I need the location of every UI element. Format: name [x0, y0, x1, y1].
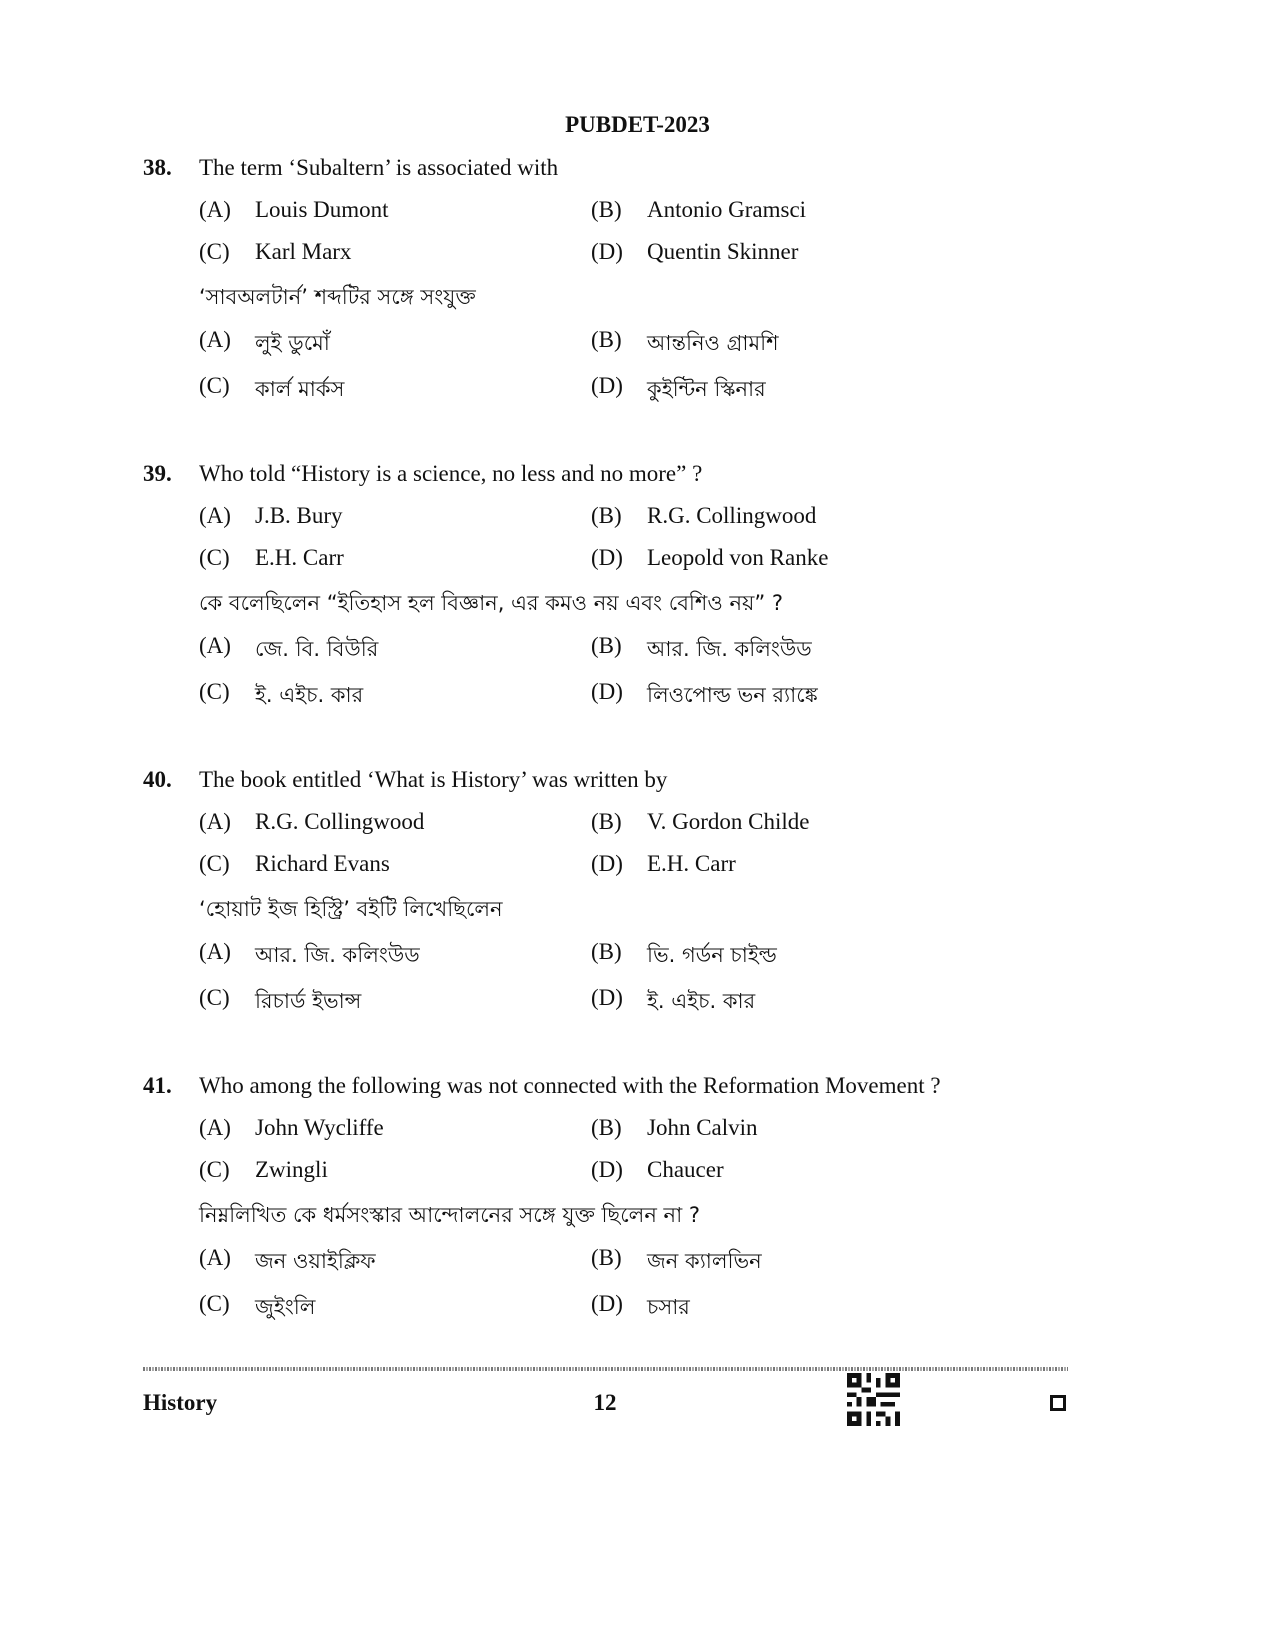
option-label: (B) — [591, 1245, 622, 1270]
options-row-bengali — [199, 633, 1143, 679]
option-label: (B) — [591, 633, 622, 658]
option-a-bengali — [199, 633, 591, 668]
page-header: PUBDET-2023 — [565, 112, 710, 137]
option-label: (D) — [591, 545, 623, 570]
option-value: J.B. Bury — [255, 503, 343, 528]
option-label: (B) — [591, 197, 622, 222]
option-value: Antonio Gramsci — [647, 197, 807, 222]
option-d-bengali — [591, 373, 983, 408]
option-label: (C) — [199, 373, 230, 398]
qr-code-icon — [846, 1373, 901, 1426]
option-label: (D) — [591, 239, 623, 264]
option-label: (D) — [591, 985, 623, 1010]
question-number: 39. — [143, 461, 172, 486]
options-row-bengali — [199, 1291, 1143, 1337]
option-d-bengali — [591, 679, 983, 714]
option-d-bengali — [591, 1291, 983, 1326]
question-text: Who among the following was not connected with the Reformation Movement ? — [199, 1073, 941, 1098]
option-b — [591, 503, 983, 529]
option-b-bengali — [591, 633, 983, 668]
option-value: আর. জি. কলিংউড — [647, 637, 812, 661]
option-d — [591, 851, 983, 877]
question-text: The term ‘Subaltern’ is associated with — [199, 155, 559, 180]
option-label: (D) — [591, 1291, 623, 1316]
option-c-bengali — [199, 1291, 591, 1326]
option-a-bengali — [199, 1245, 591, 1280]
option-value: কুইন্টিন স্কিনার — [647, 377, 766, 401]
option-value: V. Gordon Childe — [647, 809, 810, 834]
question-39 — [143, 461, 1143, 725]
option-label: (A) — [199, 327, 231, 352]
option-c-bengali — [199, 679, 591, 714]
option-value: লুই ডুমোঁ — [255, 331, 330, 355]
option-a-bengali — [199, 939, 591, 974]
option-label: (B) — [591, 809, 622, 834]
option-label: (D) — [591, 373, 623, 398]
question-text-bengali: নিম্নলিখিত কে ধর্মসংস্কার আন্দোলনের সঙ্গে যুক্ত ছিলেন না ? — [199, 1203, 700, 1227]
option-label: (B) — [591, 939, 622, 964]
option-d — [591, 1157, 983, 1183]
option-value: আন্তনিও গ্রামশি — [647, 331, 779, 355]
option-value: R.G. Collingwood — [647, 503, 817, 528]
options-row-bengali — [199, 985, 1143, 1031]
option-b-bengali — [591, 327, 983, 362]
option-value: আর. জি. কলিংউড — [255, 943, 420, 967]
options-row — [199, 503, 1143, 545]
option-label: (B) — [591, 1115, 622, 1140]
option-a-bengali — [199, 327, 591, 362]
option-b — [591, 1115, 983, 1141]
qr-code-graphic — [846, 1373, 901, 1426]
option-value: জন ওয়াইক্লিফ — [255, 1249, 376, 1273]
option-value: রিচার্ড ইভান্স — [255, 989, 362, 1013]
question-38 — [143, 155, 1143, 419]
option-value: জে. বি. বিউরি — [255, 637, 379, 661]
question-number: 40. — [143, 767, 172, 792]
option-label: (A) — [199, 939, 231, 964]
option-c-bengali — [199, 373, 591, 408]
option-label: (C) — [199, 545, 230, 570]
option-value: John Calvin — [647, 1115, 758, 1140]
options-row — [199, 851, 1143, 893]
option-value: Louis Dumont — [255, 197, 389, 222]
option-label: (C) — [199, 985, 230, 1010]
option-label: (D) — [591, 1157, 623, 1182]
option-label: (C) — [199, 679, 230, 704]
option-value: চসার — [647, 1295, 690, 1319]
option-value: E.H. Carr — [255, 545, 344, 570]
question-number: 41. — [143, 1073, 172, 1098]
option-value: ই. এইচ. কার — [255, 683, 364, 707]
option-value: জন ক্যালভিন — [647, 1249, 762, 1273]
options-row-bengali — [199, 327, 1143, 373]
options-row-bengali — [199, 373, 1143, 419]
option-value: লিওপোল্ড ভন র‍্যাঙ্কে — [647, 683, 818, 707]
option-value: John Wycliffe — [255, 1115, 384, 1140]
option-c-bengali — [199, 985, 591, 1020]
question-text-bengali: ‘হোয়াট ইজ হিস্ট্রি’ বইটি লিখেছিলেন — [199, 897, 503, 921]
option-label: (B) — [591, 503, 622, 528]
options-row — [199, 239, 1143, 281]
options-row-bengali — [199, 939, 1143, 985]
option-a — [199, 809, 591, 835]
option-c — [199, 545, 591, 571]
option-label: (A) — [199, 809, 231, 834]
footer-page-number: 12 — [593, 1390, 617, 1415]
options-row-bengali — [199, 1245, 1143, 1291]
option-b — [591, 197, 983, 223]
option-c — [199, 1157, 591, 1183]
question-text-bengali: কে বলেছিলেন “ইতিহাস হল বিজ্ঞান, এর কমও নয় এবং বেশিও নয়” ? — [199, 591, 784, 615]
option-value: Zwingli — [255, 1157, 328, 1182]
options-row — [199, 809, 1143, 851]
option-value: জুইংলি — [255, 1295, 316, 1319]
option-value: ই. এইচ. কার — [647, 989, 756, 1013]
security-strip — [143, 1367, 1068, 1371]
question-41 — [143, 1073, 1143, 1337]
option-value: R.G. Collingwood — [255, 809, 425, 834]
question-row — [143, 155, 1143, 197]
footer-subject: History — [143, 1390, 218, 1415]
question-row — [143, 767, 1143, 809]
question-row — [143, 1073, 1143, 1115]
options-row — [199, 197, 1143, 239]
option-label: (B) — [591, 327, 622, 352]
question-40 — [143, 767, 1143, 1031]
option-value: Richard Evans — [255, 851, 390, 876]
option-value: Chaucer — [647, 1157, 724, 1182]
option-label: (A) — [199, 633, 231, 658]
option-label: (C) — [199, 1291, 230, 1316]
question-number: 38. — [143, 155, 172, 180]
options-row — [199, 1157, 1143, 1199]
option-a — [199, 197, 591, 223]
option-value: Leopold von Ranke — [647, 545, 829, 570]
options-row-bengali — [199, 679, 1143, 725]
question-text-bengali: ‘সাবঅলটার্ন’ শব্দটির সঙ্গে সংযুক্ত — [199, 285, 476, 309]
option-label: (A) — [199, 1115, 231, 1140]
option-label: (D) — [591, 851, 623, 876]
option-value: ভি. গর্ডন চাইল্ড — [647, 943, 777, 967]
options-row — [199, 1115, 1143, 1157]
option-d-bengali — [591, 985, 983, 1020]
option-label: (C) — [199, 239, 230, 264]
option-c — [199, 851, 591, 877]
option-label: (D) — [591, 679, 623, 704]
option-d — [591, 545, 983, 571]
option-value: কার্ল মার্কস — [255, 377, 345, 401]
option-label: (C) — [199, 1157, 230, 1182]
question-text: Who told “History is a science, no less and no more” ? — [199, 461, 703, 486]
option-label: (A) — [199, 503, 231, 528]
question-text: The book entitled ‘What is History’ was written by — [199, 767, 668, 792]
option-c — [199, 239, 591, 265]
options-row — [199, 545, 1143, 587]
option-value: E.H. Carr — [647, 851, 736, 876]
option-b-bengali — [591, 1245, 983, 1280]
option-value: Karl Marx — [255, 239, 352, 264]
square-icon — [1050, 1395, 1066, 1411]
option-a — [199, 1115, 591, 1141]
option-label: (A) — [199, 1245, 231, 1270]
option-label: (C) — [199, 851, 230, 876]
option-d — [591, 239, 983, 265]
option-a — [199, 503, 591, 529]
option-b-bengali — [591, 939, 983, 974]
option-label: (A) — [199, 197, 231, 222]
option-value: Quentin Skinner — [647, 239, 799, 264]
question-row — [143, 461, 1143, 503]
option-b — [591, 809, 983, 835]
